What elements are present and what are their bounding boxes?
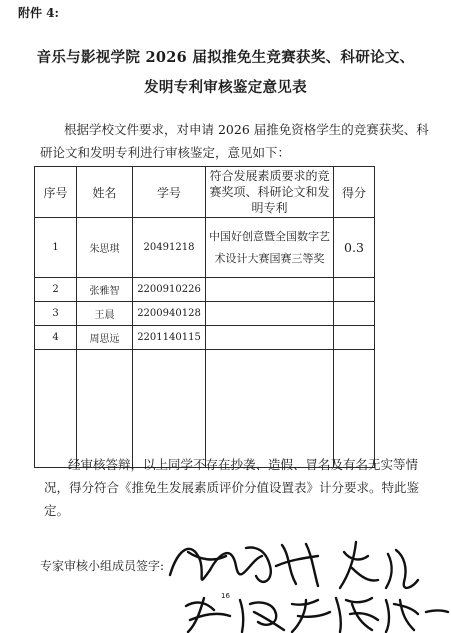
row-name: 王晨 xyxy=(77,302,133,326)
document-title-line1: 音乐与影视学院 2026 届拟推免生竞赛获奖、科研论文、 xyxy=(36,49,415,66)
row-student-id: 2200940128 xyxy=(133,302,206,326)
attachment-label: 附件 4: xyxy=(18,6,59,20)
row-score: 0.3 xyxy=(334,218,375,278)
page-number: 16 xyxy=(221,592,230,600)
signature-stroke xyxy=(292,600,330,632)
row-student-id: 20491218 xyxy=(133,218,206,278)
row-student-id: 2200910226 xyxy=(133,278,206,302)
signature-stroke xyxy=(340,542,378,588)
row-name: 张雅智 xyxy=(77,278,133,302)
signature-stroke xyxy=(386,550,418,588)
header-score: 得分 xyxy=(334,167,375,218)
signature-stroke xyxy=(386,600,418,632)
document-title-line2: 发明专利审核鉴定意见表 xyxy=(144,79,307,96)
row-award: 中国好创意暨全国数字艺术设计大赛国赛三等奖 xyxy=(206,218,334,278)
header-award: 符合发展素质要求的竞赛奖项、科研论文和发明专利 xyxy=(206,167,334,218)
signature-stroke xyxy=(246,548,271,582)
row-name: 朱思琪 xyxy=(77,218,133,278)
signature-stroke xyxy=(186,598,230,632)
signature-stroke xyxy=(240,600,284,632)
signature-label: 专家审核小组成员签字: xyxy=(40,559,165,573)
header-student-id: 学号 xyxy=(133,167,206,218)
header-name: 姓名 xyxy=(77,167,133,218)
row-index: 2 xyxy=(35,278,77,302)
row-student-id: 2201140115 xyxy=(133,326,206,350)
intro-text: 根据学校文件要求，对申请 2026 届推免资格学生的竞赛获奖、科研论文和发明专利进行审核鉴定，意见如下： xyxy=(40,122,429,160)
signature-stroke xyxy=(306,544,318,586)
header-index: 序号 xyxy=(35,167,77,218)
row-index: 4 xyxy=(35,326,77,350)
signature-stroke xyxy=(170,549,262,580)
conclusion-text: 经审核答辩，以上同学不存在抄袭、造假、冒名及有名无实等情况，得分符合《推免生发展素质评价分值设置表》计分要求。特此鉴定。 xyxy=(44,457,420,518)
signature-stroke xyxy=(336,598,378,632)
row-name: 周思远 xyxy=(77,326,133,350)
signature-stroke xyxy=(426,611,448,613)
row-index: 1 xyxy=(35,218,77,278)
row-index: 3 xyxy=(35,302,77,326)
